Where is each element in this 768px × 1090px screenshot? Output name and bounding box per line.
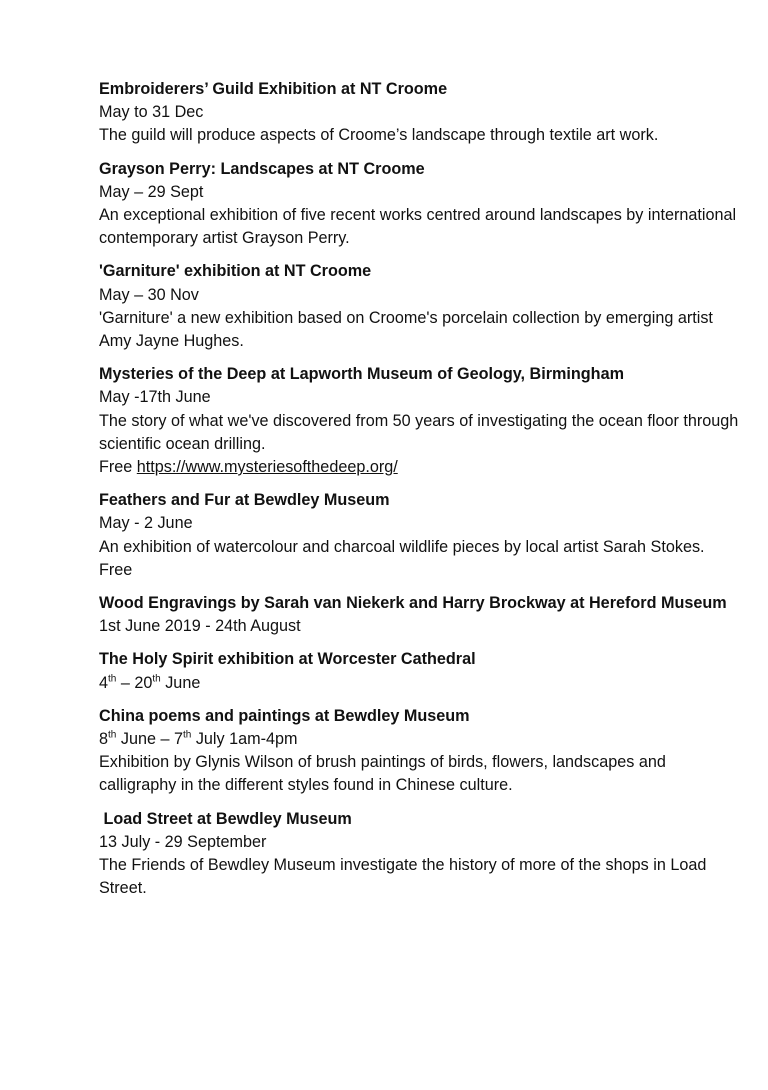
event-title: Feathers and Fur at Bewdley Museum (99, 491, 390, 510)
event-entry (99, 158, 739, 251)
event-title: 'Garniture' exhibition at NT Croome (99, 262, 372, 281)
event-title: China poems and paintings at Bewdley Museum (99, 706, 470, 725)
event-date: May – 29 Sept (99, 182, 204, 201)
event-description: Exhibition by Glynis Wilson of brush paintings of birds, flowers, landscapes and calligraphy in the different styles found in Chinese culture. (99, 753, 666, 795)
event-title: Wood Engravings by Sarah van Niekerk and Harry Brockway at Hereford Museum (99, 594, 727, 613)
event-date: May to 31 Dec (99, 103, 204, 122)
event-date: 8th June – 7th July 1am-4pm (99, 729, 298, 749)
event-entry (99, 592, 739, 638)
event-date: May – 30 Nov (99, 285, 199, 304)
event-description: The Friends of Bewdley Museum investigate the history of more of the shops in Load Street. (99, 856, 707, 898)
event-date: May -17th June (99, 388, 211, 407)
document-page (99, 78, 739, 911)
event-date: 4th – 20th June (99, 673, 201, 692)
event-free-link-line (99, 456, 739, 479)
event-entry (99, 705, 739, 798)
event-description: 'Garniture' a new exhibition based on Croome's porcelain collection by emerging artist Amy Jayne Hughes. (99, 308, 713, 351)
event-entry (99, 363, 739, 479)
event-title: Load Street at Bewdley Museum (99, 809, 352, 828)
event-description: An exceptional exhibition of five recent works centred around landscapes by international contemporary artist Grayson Perry. (99, 206, 737, 248)
event-entry (99, 489, 739, 582)
event-date: 1st June 2019 - 24th August (99, 617, 301, 636)
event-description: An exhibition of watercolour and charcoal wildlife pieces by local artist Sarah Stokes. Free (99, 537, 714, 579)
event-title: Embroiderers’ Guild Exhibition at NT Croome (99, 80, 448, 98)
free-label: Free (99, 458, 137, 477)
event-entry (99, 260, 739, 353)
event-description: The story of what we've discovered from 50 years of investigating the ocean floor through scientific ocean drilling. (99, 411, 739, 453)
event-title: The Holy Spirit exhibition at Worcester Cathedral (99, 650, 476, 669)
event-date: May - 2 June (99, 514, 193, 533)
event-entry (99, 648, 739, 694)
event-title: Grayson Perry: Landscapes at NT Croome (99, 159, 425, 178)
event-title: Mysteries of the Deep at Lapworth Museum of Geology, Birmingham (99, 365, 624, 384)
website-link[interactable]: https://www.mysteriesofthedeep.org/ (136, 458, 398, 477)
event-description: The guild will produce aspects of Croome’s landscape through textile art work. (99, 126, 659, 145)
event-entry (99, 78, 739, 148)
event-date: 13 July - 29 September (99, 832, 267, 851)
event-entry (99, 808, 739, 901)
